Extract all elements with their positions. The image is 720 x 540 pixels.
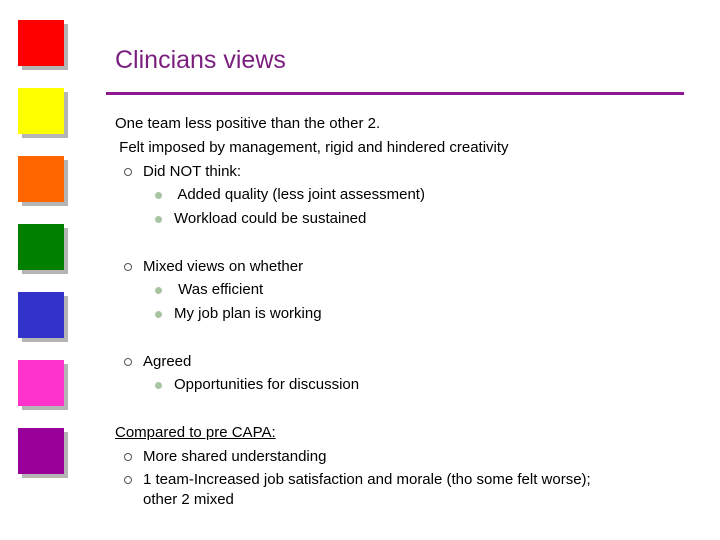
sub-bullet-text: Added quality (less joint assessment) [174, 186, 425, 203]
bullet-item [143, 352, 191, 372]
bullet-item [143, 162, 241, 182]
orange-square [18, 156, 64, 202]
bullet-text: Agreed [143, 353, 192, 370]
bullet-text: 1 team-Increased job satisfaction and morale (tho some felt worse); [143, 471, 591, 488]
body-line: One team less positive than the other 2. [115, 115, 381, 132]
dot-bullet-icon [155, 192, 162, 199]
ring-bullet-icon [124, 358, 132, 366]
bullet-text: Did NOT think: [143, 163, 242, 180]
blue-square [18, 292, 64, 338]
yellow-square [18, 88, 64, 134]
red-square [18, 20, 64, 66]
dot-bullet-icon [155, 287, 162, 294]
sub-bullet-text: Workload could be sustained [174, 210, 367, 227]
ring-bullet-icon [124, 476, 132, 484]
sub-bullet-item [174, 375, 359, 395]
ring-bullet-icon [124, 453, 132, 461]
bullet-item [143, 470, 591, 490]
sub-bullet-item [174, 209, 366, 229]
bullet-continuation: other 2 mixed [143, 491, 234, 508]
sub-bullet-text: Opportunities for discussion [174, 376, 360, 393]
dot-bullet-icon [155, 311, 162, 318]
sub-bullet-item [174, 280, 263, 300]
slide-title: Clincians views [115, 46, 286, 74]
body-line: Felt imposed by management, rigid and hindered creativity [115, 139, 509, 156]
title-divider [106, 92, 684, 95]
dot-bullet-icon [155, 216, 162, 223]
bullet-text: More shared understanding [143, 448, 327, 465]
ring-bullet-icon [124, 263, 132, 271]
sub-bullet-item [174, 185, 425, 205]
green-square [18, 224, 64, 270]
bullet-item [143, 257, 303, 277]
bullet-text: Mixed views on whether [143, 258, 304, 275]
dot-bullet-icon [155, 382, 162, 389]
purple-square [18, 428, 64, 474]
bullet-item [143, 447, 326, 467]
sub-bullet-item [174, 304, 322, 324]
pink-square [18, 360, 64, 406]
sub-bullet-text: My job plan is working [174, 305, 322, 322]
ring-bullet-icon [124, 168, 132, 176]
sub-bullet-text: Was efficient [174, 281, 264, 298]
section-heading: Compared to pre CAPA: [115, 424, 276, 441]
